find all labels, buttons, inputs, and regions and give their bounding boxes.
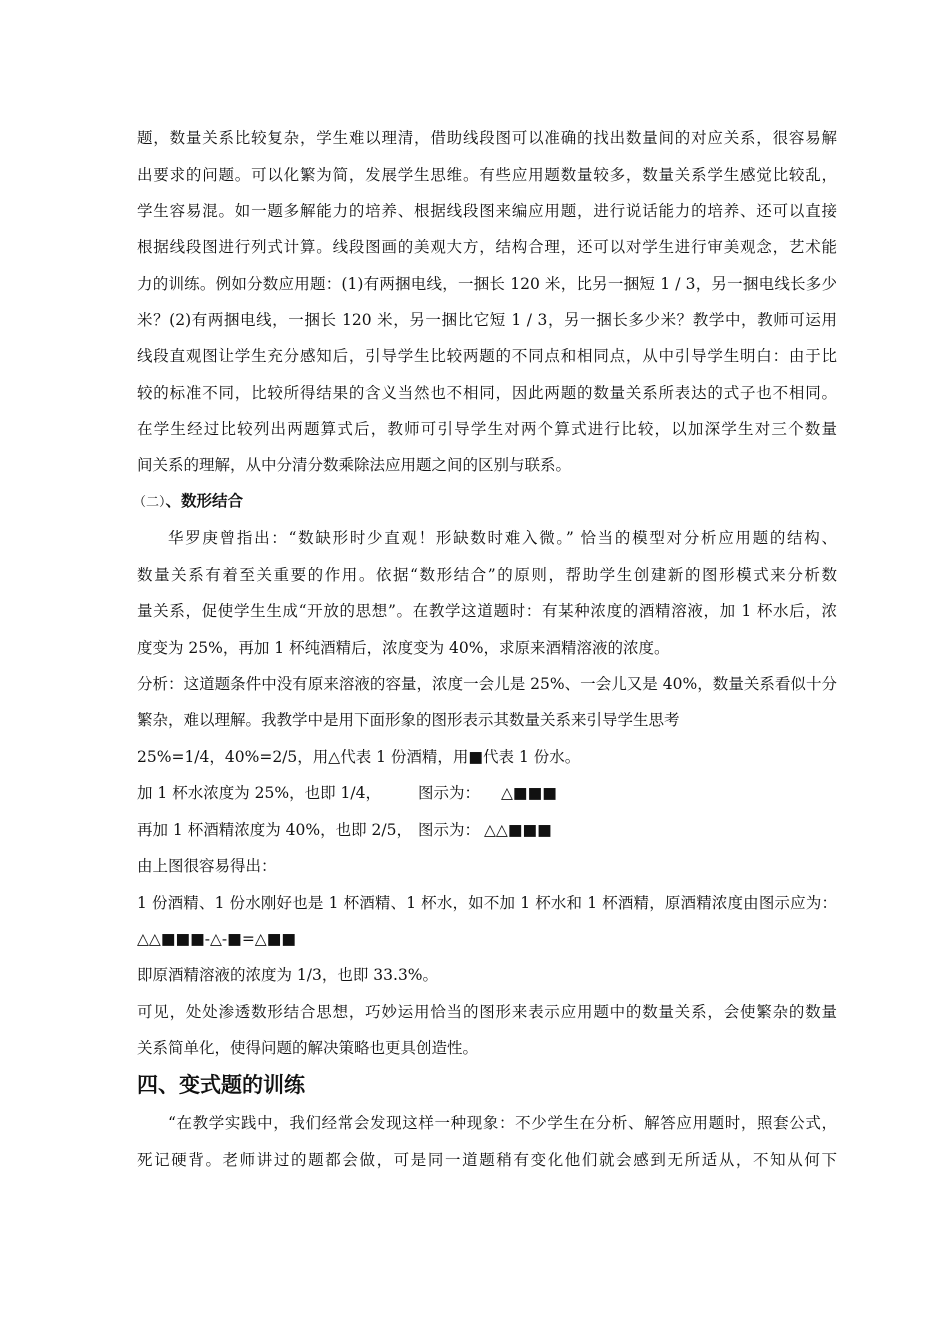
paragraph-line: 在学生经过比较列出两题算式后，教师可引导学生对两个算式进行比较，以加深学生对三个数量 [137,420,837,438]
paragraph-line: 间关系的理解，从中分清分数乘除法应用题之间的区别与联系。 [137,456,572,474]
section-heading [133,491,833,513]
step1-text: 加 1 杯水浓度为 25%，也即 1/4， [137,784,381,802]
paragraph-line: 米？(2)有两捆电线，一捆长 120 米，另一捆比它短 1 / 3，另一捆长多少米？教学中，教师可运用 [137,311,837,329]
paragraph-line: 学生容易混。如一题多解能力的培养、根据线段图来编应用题，进行说话能力的培养、还可以直接 [137,202,837,220]
section-title: 、数形结合 [165,492,244,510]
definitions-line: 25%=1/4，40%=2/5，用△代表 1 份酒精，用■代表 1 份水。 [137,748,581,766]
paragraph-line: 较的标准不同，比较所得结果的含义当然也不相同，因此两题的数量关系所表达的式子也不相同。 [137,384,837,402]
paragraph-line: 数量关系有着至关重要的作用。依据“数形结合”的原则，帮助学生创建新的图形模式来分析数 [137,566,837,584]
step1-figure: △■■■ [501,784,557,802]
step1-label: 图示为： [418,784,481,802]
step2-figure: △△■■■ [484,821,552,839]
summary-line: 可见，处处渗透数形结合思想，巧妙运用恰当的图形来表示应用题中的数量关系，会使繁杂的数量 [137,1003,837,1021]
step2-label: 图示为： [418,821,481,839]
result-line: 即原酒精溶液的浓度为 1/3，也即 33.3%。 [137,966,439,984]
analysis-line: 繁杂，难以理解。我教学中是用下面形象的图形表示其数量关系来引导学生思考 [137,711,680,729]
paragraph-line: 量关系，促使学生生成“开放的思想”。在教学这道题时：有某种浓度的酒精溶液，加 1 杯水后，浓 [137,602,837,620]
summary-line: 关系简单化，使得问题的解决策略也更具创造性。 [137,1039,479,1057]
paragraph-line: 力的训练。例如分数应用题：(1)有两捆电线，一捆长 120 米，比另一捆短 1 / 3，另一捆电线长多少 [137,275,837,293]
paragraph-line: 出要求的问题。可以化繁为简，发展学生思维。有些应用题数量较多，数量关系学生感觉比较乱， [137,166,837,184]
paragraph-line: 线段直观图让学生充分感知后，引导学生比较两题的不同点和相同点，从中引导学生明白：由于比 [137,347,837,365]
paragraph-line: 度变为 25%，再加 1 杯纯酒精后，浓度变为 40%，求原来酒精溶液的浓度。 [137,639,670,657]
conclusion-line: 1 份酒精、1 份水刚好也是 1 杯酒精、1 杯水，如不加 1 杯水和 1 杯酒精，原酒精浓度由图示应为： [137,894,837,912]
paragraph-line: “在教学实践中，我们经常会发现这样一种现象：不少学生在分析、解答应用题时，照套公式， [168,1114,837,1132]
equation-line: △△■■■-△-■=△■■ [137,930,297,948]
conclusion-intro: 由上图很容易得出： [137,857,277,875]
step2-text: 再加 1 杯酒精浓度为 40%，也即 2/5， [137,821,412,839]
section-number: （二） [133,495,166,510]
analysis-line: 分析：这道题条件中没有原来溶液的容量，浓度一会儿是 25%、一会儿又是 40%，数量关系看似十分 [137,675,837,693]
paragraph-line: 题，数量关系比较复杂，学生难以理清，借助线段图可以准确的找出数量间的对应关系，很容易解 [137,129,837,147]
paragraph-line: 死记硬背。老师讲过的题都会做，可是同一道题稍有变化他们就会感到无所适从，不知从何下 [137,1151,837,1169]
paragraph-line: 根据线段图进行列式计算。线段图画的美观大方，结构合理，还可以对学生进行审美观念，艺术能 [137,238,837,256]
paragraph-line: 华罗庚曾指出：“数缺形时少直观！形缺数时难入微。” 恰当的模型对分析应用题的结构、 [168,529,837,547]
section-4-heading: 四、变式题的训练 [137,1073,305,1097]
